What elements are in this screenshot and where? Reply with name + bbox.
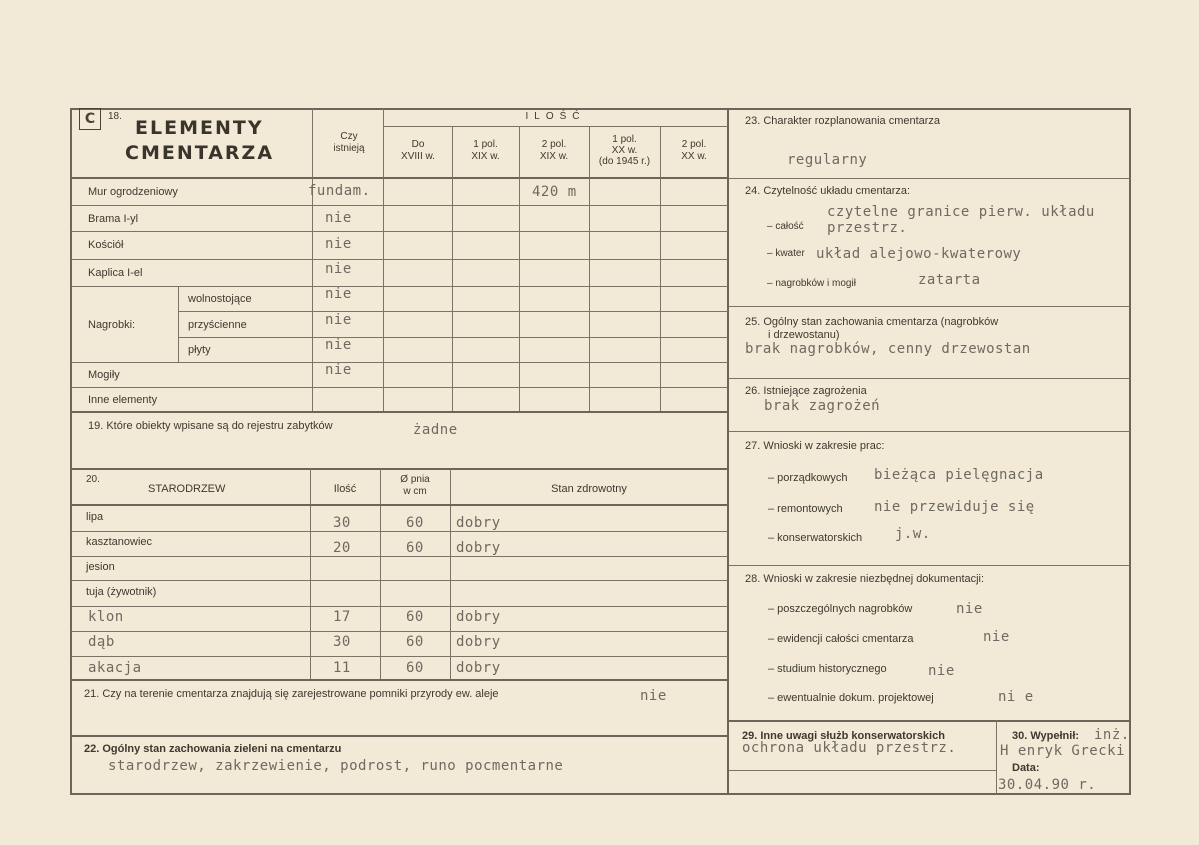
tree-qty-2: 20 bbox=[333, 540, 351, 556]
doc-tombstones-value: nie bbox=[956, 601, 983, 617]
doc-history-value: nie bbox=[928, 663, 955, 679]
tree-health-2: dobry bbox=[456, 540, 501, 556]
doc-project-label: – ewentualnie dokum. projektowej bbox=[768, 692, 934, 704]
preservation-label: 25. Ogólny stan zachowania cmentarza (nagrobków bbox=[745, 316, 999, 328]
old-trees-number: 20. bbox=[86, 474, 100, 485]
value-wall-exists: fundam. bbox=[308, 183, 371, 199]
title-line1: ELEMENTY bbox=[135, 117, 264, 139]
tree-qty-5: 17 bbox=[333, 609, 351, 625]
period-header-3: 2 pol. XIX w. bbox=[539, 139, 569, 162]
tree-diam-1: 60 bbox=[406, 515, 424, 531]
doc-history-label: – studium historycznego bbox=[768, 663, 887, 675]
frame-left bbox=[70, 108, 72, 795]
row-label-gate: Brama I-yl bbox=[88, 213, 139, 225]
tree-diam-2: 60 bbox=[406, 540, 424, 556]
remarks-label: 29. Inne uwagi służb konserwatorskich bbox=[742, 730, 945, 742]
legibility-whole-label: – całość bbox=[767, 221, 804, 232]
value-gate-exists: nie bbox=[325, 210, 352, 226]
tree-qty-1: 30 bbox=[333, 515, 351, 531]
layout-character-value: regularny bbox=[787, 152, 868, 168]
doc-inventory-label: – ewidencji całości cmentarza bbox=[768, 633, 914, 645]
row-label-tombstones: Nagrobki: bbox=[88, 319, 136, 331]
row-label-wall-mounted: przyścienne bbox=[188, 319, 247, 331]
legibility-whole-value-2: przestrz. bbox=[827, 220, 908, 236]
tree-name-3: jesion bbox=[86, 561, 115, 573]
frame-top bbox=[70, 108, 1131, 110]
period-header-5: 2 pol. XX w. bbox=[681, 139, 707, 162]
works-repair-value: nie przewiduje się bbox=[874, 499, 1035, 515]
legibility-quarters-value: układ alejowo-kwaterowy bbox=[816, 246, 1022, 262]
remarks-value: ochrona układu przestrz. bbox=[742, 740, 957, 756]
works-conservation-label: – konserwatorskich bbox=[768, 532, 863, 544]
layout-character-label: 23. Charakter rozplanowania cmentarza bbox=[745, 115, 941, 127]
legibility-tombs-label: – nagrobków i mogił bbox=[767, 278, 856, 289]
legibility-whole-value: czytelne granice pierw. układu bbox=[827, 204, 1095, 220]
title-line2: CMENTARZA bbox=[125, 142, 275, 164]
period-header-4: 1 pol. XX w. (do 1945 r.) bbox=[598, 134, 651, 167]
works-conservation-value: j.w. bbox=[895, 526, 931, 542]
frame-bottom bbox=[70, 793, 1131, 795]
filled-by-value-2: H enryk Grecki bbox=[1000, 743, 1126, 759]
quantity-header: ILOŚĆ bbox=[525, 111, 586, 122]
tree-name-4: tuja (żywotnik) bbox=[86, 586, 157, 598]
works-repair-label: – remontowych bbox=[768, 503, 843, 515]
date-value: 30.04.90 r. bbox=[998, 777, 1097, 793]
old-trees-header-diameter: Ø pnia w cm bbox=[400, 474, 430, 497]
tree-diam-6: 60 bbox=[406, 634, 424, 650]
tree-health-5: dobry bbox=[456, 609, 501, 625]
row-label-wall: Mur ogrodzeniowy bbox=[88, 186, 178, 198]
doc-project-value: ni e bbox=[998, 689, 1034, 705]
registry-label: 19. Które obiekty wpisane są do rejestru zabytków bbox=[88, 420, 333, 432]
legibility-quarters-label: – kwater bbox=[767, 248, 805, 259]
row-label-church: Kościół bbox=[88, 239, 124, 251]
tree-health-6: dobry bbox=[456, 634, 501, 650]
legibility-tombs-value: zatarta bbox=[918, 272, 981, 288]
filled-by-label: 30. Wypełnił: bbox=[1012, 730, 1080, 742]
natural-monuments-value: nie bbox=[640, 688, 667, 704]
natural-monuments-label: 21. Czy na terenie cmentarza znajdują się zarejestrowane pomniki przyrody ew. aleje bbox=[84, 688, 499, 700]
date-label: Data: bbox=[1012, 762, 1040, 774]
threats-value: brak zagrożeń bbox=[764, 398, 881, 414]
tree-name-6: dąb bbox=[88, 634, 115, 650]
works-cleanup-label: – porządkowych bbox=[768, 472, 848, 484]
old-trees-header-name: STARODRZEW bbox=[148, 483, 226, 495]
row-label-freestanding: wolnostojące bbox=[188, 293, 252, 305]
row-label-slabs: płyty bbox=[188, 344, 211, 356]
tree-name-5: klon bbox=[88, 609, 124, 625]
tree-health-7: dobry bbox=[456, 660, 501, 676]
threats-label: 26. Istniejące zagrożenia bbox=[745, 385, 867, 397]
greenery-label: 22. Ogólny stan zachowania zieleni na cmentarzu bbox=[84, 743, 342, 755]
value-wall-mounted-exists: nie bbox=[325, 312, 352, 328]
tree-qty-6: 30 bbox=[333, 634, 351, 650]
documentation-label: 28. Wnioski w zakresie niezbędnej dokumentacji: bbox=[745, 573, 985, 585]
preservation-label-2: i drzewostanu) bbox=[768, 329, 840, 341]
value-wall-quantity: 420 m bbox=[532, 184, 577, 200]
old-trees-header-health: Stan zdrowotny bbox=[551, 483, 627, 495]
tree-diam-5: 60 bbox=[406, 609, 424, 625]
tree-diam-7: 60 bbox=[406, 660, 424, 676]
value-chapel-exists: nie bbox=[325, 261, 352, 277]
doc-tombstones-label: – poszczególnych nagrobków bbox=[768, 603, 913, 615]
frame-right bbox=[1129, 108, 1131, 795]
filled-by-value-1: inż. bbox=[1094, 727, 1130, 743]
tree-qty-7: 11 bbox=[333, 660, 351, 676]
tree-name-2: kasztanowiec bbox=[86, 536, 153, 548]
old-trees-header-qty: Ilość bbox=[333, 483, 357, 495]
exists-header: Czy istnieją bbox=[333, 131, 365, 154]
value-graves-exists: nie bbox=[325, 362, 352, 378]
row-label-other: Inne elementy bbox=[88, 394, 158, 406]
tree-name-7: akacja bbox=[88, 660, 142, 676]
section-number: 18. bbox=[108, 111, 122, 122]
row-label-graves: Mogiły bbox=[88, 369, 120, 381]
tree-health-1: dobry bbox=[456, 515, 501, 531]
frame-divider bbox=[727, 108, 729, 795]
greenery-value: starodrzew, zakrzewienie, podrost, runo pocmentarne bbox=[108, 758, 564, 774]
period-header-1: Do XVIII w. bbox=[401, 139, 435, 162]
legibility-label: 24. Czytelność układu cmentarza: bbox=[745, 185, 911, 197]
works-label: 27. Wnioski w zakresie prac: bbox=[745, 440, 885, 452]
registry-value: żadne bbox=[413, 422, 458, 438]
doc-inventory-value: nie bbox=[983, 629, 1010, 645]
works-cleanup-value: bieżąca pielęgnacja bbox=[874, 467, 1044, 483]
value-freestanding-exists: nie bbox=[325, 286, 352, 302]
row-label-chapel: Kaplica I-el bbox=[88, 267, 143, 279]
period-header-2: 1 pol. XIX w. bbox=[471, 139, 500, 162]
section-letter-box: C bbox=[79, 108, 101, 130]
tree-name-1: lipa bbox=[86, 511, 104, 523]
value-slabs-exists: nie bbox=[325, 337, 352, 353]
value-church-exists: nie bbox=[325, 236, 352, 252]
preservation-value: brak nagrobków, cenny drzewostan bbox=[745, 341, 1031, 357]
